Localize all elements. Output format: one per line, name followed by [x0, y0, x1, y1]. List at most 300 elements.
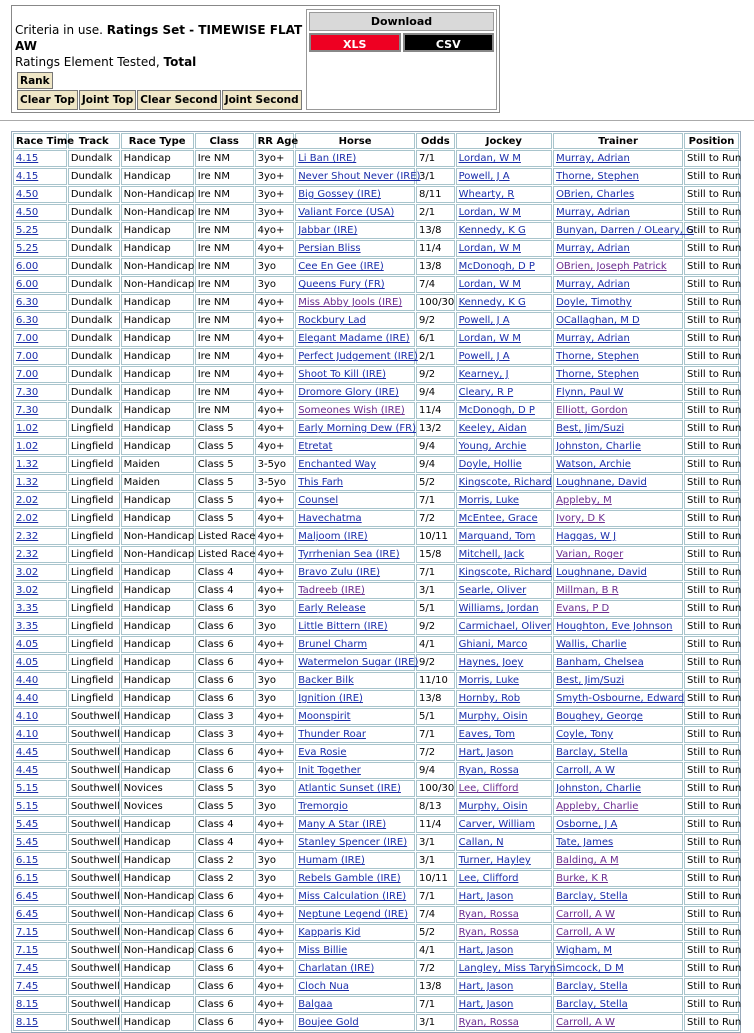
table-row — [13, 186, 739, 203]
horse-cell — [295, 582, 415, 599]
trainer-link[interactable]: Loughnane, David — [556, 477, 647, 488]
trainer-link[interactable]: Barclay, Stella — [556, 747, 628, 758]
jockey-link[interactable]: Powell, J A — [458, 315, 510, 326]
horse-link[interactable]: This Farh — [298, 477, 344, 488]
horse-link[interactable]: Enchanted Way — [298, 459, 377, 470]
ratings-set-value: Ratings Set - TIMEWISE FLAT AW — [15, 23, 303, 53]
position-cell: Still to Run — [684, 366, 739, 383]
jockey-link[interactable]: Kennedy, K G — [458, 225, 526, 236]
jockey-link[interactable]: Doyle, Hollie — [458, 459, 522, 470]
trainer-cell — [553, 402, 683, 419]
rr-age-cell: 3yo — [255, 672, 295, 689]
jockey-link[interactable]: Lordan, W M — [458, 243, 521, 254]
horse-cell — [295, 276, 415, 293]
position-cell: Still to Run — [684, 960, 739, 977]
jockey-link[interactable]: McDonogh, D P — [458, 261, 535, 272]
race-time-link[interactable]: 6.15 — [16, 873, 39, 884]
race-time-link[interactable]: 4.10 — [16, 711, 39, 722]
jockey-link[interactable]: Hart, Jason — [458, 945, 514, 956]
race-time-link[interactable]: 4.40 — [16, 675, 39, 686]
table-row — [13, 492, 739, 509]
trainer-link[interactable]: Barclay, Stella — [556, 981, 628, 992]
race-time-link[interactable]: 1.02 — [16, 423, 39, 434]
horse-link[interactable]: Miss Calculation (IRE) — [298, 891, 407, 902]
trainer-link[interactable]: Millman, B R — [556, 585, 619, 596]
horse-link[interactable]: Ignition (IRE) — [298, 693, 363, 704]
trainer-link[interactable]: Wigham, M — [556, 945, 613, 956]
horse-link[interactable]: Rockbury Lad — [298, 315, 367, 326]
horse-link[interactable]: Kapparis Kid — [298, 927, 361, 938]
jockey-link[interactable]: Marquand, Tom — [458, 531, 536, 542]
race-type-cell: Handicap — [121, 996, 194, 1013]
trainer-link[interactable]: OBrien, Charles — [556, 189, 635, 200]
class-cell: Listed Race — [195, 528, 254, 545]
race-type-cell: Handicap — [121, 366, 194, 383]
horse-link[interactable]: Tadreeb (IRE) — [298, 585, 365, 596]
horse-link[interactable]: Perfect Judgement (IRE) — [298, 351, 418, 362]
horse-link[interactable]: Miss Billie — [298, 945, 348, 956]
race-time-link[interactable]: 4.50 — [16, 189, 39, 200]
race-time-link[interactable]: 2.02 — [16, 513, 39, 524]
jockey-cell — [456, 150, 552, 167]
jockey-cell — [456, 384, 552, 401]
race-time-link[interactable]: 6.30 — [16, 297, 39, 308]
race-time-cell — [13, 996, 67, 1013]
race-time-cell — [13, 708, 67, 725]
race-time-link[interactable]: 6.15 — [16, 855, 39, 866]
horse-link[interactable]: Early Morning Dew (FR) — [298, 423, 416, 434]
trainer-link[interactable]: Banham, Chelsea — [556, 657, 644, 668]
table-row — [13, 240, 739, 257]
trainer-link[interactable]: Murray, Adrian — [556, 279, 630, 290]
horse-link[interactable]: Eva Rosie — [298, 747, 347, 758]
race-time-link[interactable]: 7.15 — [16, 945, 39, 956]
jockey-link[interactable]: Keeley, Aidan — [458, 423, 527, 434]
jockey-link[interactable]: Powell, J A — [458, 171, 510, 182]
jockey-link[interactable]: Hart, Jason — [458, 891, 514, 902]
horse-link[interactable]: Init Together — [298, 765, 361, 776]
horse-cell — [295, 636, 415, 653]
race-time-link[interactable]: 5.45 — [16, 837, 39, 848]
horse-cell — [295, 960, 415, 977]
jockey-link[interactable]: Langley, Miss Taryn — [458, 963, 557, 974]
jockey-link[interactable]: Searle, Oliver — [458, 585, 527, 596]
horse-link[interactable]: Little Bittern (IRE) — [298, 621, 388, 632]
jockey-link[interactable]: Young, Archie — [458, 441, 527, 452]
jockey-link[interactable]: Morris, Luke — [458, 495, 520, 506]
track-cell: Dundalk — [68, 276, 120, 293]
jockey-link[interactable]: Ryan, Rossa — [458, 765, 519, 776]
horse-link[interactable]: Big Gossey (IRE) — [298, 189, 381, 200]
trainer-link[interactable]: Murray, Adrian — [556, 333, 630, 344]
horse-link[interactable]: Thunder Roar — [298, 729, 366, 740]
jockey-cell — [456, 888, 552, 905]
horse-link[interactable]: Maljoom (IRE) — [298, 531, 368, 542]
jockey-cell — [456, 402, 552, 419]
jockey-link[interactable]: Lordan, W M — [458, 153, 521, 164]
trainer-link[interactable]: Johnston, Charlie — [556, 441, 642, 452]
race-time-link[interactable]: 6.00 — [16, 261, 39, 272]
horse-link[interactable]: Someones Wish (IRE) — [298, 405, 405, 416]
trainer-link[interactable]: Evans, P D — [556, 603, 610, 614]
trainer-link[interactable]: Haggas, W J — [556, 531, 617, 542]
horse-cell — [295, 312, 415, 329]
rank-button[interactable]: Rank — [17, 72, 53, 89]
trainer-link[interactable]: Thorne, Stephen — [556, 369, 640, 380]
race-time-link[interactable]: 4.45 — [16, 765, 39, 776]
jockey-cell — [456, 420, 552, 437]
trainer-link[interactable]: Carroll, A W — [556, 1017, 615, 1028]
position-cell: Still to Run — [684, 510, 739, 527]
jockey-link[interactable]: Hart, Jason — [458, 981, 514, 992]
rr-age-cell: 4yo+ — [255, 330, 295, 347]
jockey-link[interactable]: Lordan, W M — [458, 333, 521, 344]
horse-link[interactable]: Etretat — [298, 441, 333, 452]
jockey-link[interactable]: McEntee, Grace — [458, 513, 538, 524]
horse-cell — [295, 510, 415, 527]
odds-cell: 11/10 — [416, 672, 455, 689]
table-row — [13, 870, 739, 887]
race-time-cell — [13, 762, 67, 779]
trainer-link[interactable]: Murray, Adrian — [556, 207, 630, 218]
horse-link[interactable]: Atlantic Sunset (IRE) — [298, 783, 401, 794]
race-time-link[interactable]: 4.10 — [16, 729, 39, 740]
track-cell: Southwell — [68, 1014, 120, 1031]
race-time-link[interactable]: 3.35 — [16, 621, 39, 632]
race-time-link[interactable]: 3.35 — [16, 603, 39, 614]
race-time-link[interactable]: 2.32 — [16, 531, 39, 542]
horse-cell — [295, 402, 415, 419]
odds-cell: 3/1 — [416, 582, 455, 599]
rr-age-cell: 3yo — [255, 870, 295, 887]
jockey-link[interactable]: Hart, Jason — [458, 999, 514, 1010]
trainer-link[interactable]: Doyle, Timothy — [556, 297, 632, 308]
race-time-link[interactable]: 7.00 — [16, 351, 39, 362]
ranking-buttons — [17, 90, 302, 110]
rr-age-cell: 3-5yo — [255, 456, 295, 473]
horse-link[interactable]: Balgaa — [298, 999, 333, 1010]
jockey-cell — [456, 438, 552, 455]
horse-cell — [295, 906, 415, 923]
rr-age-cell: 4yo+ — [255, 942, 295, 959]
horse-link[interactable]: Havechatma — [298, 513, 362, 524]
trainer-link[interactable]: Elliott, Gordon — [556, 405, 628, 416]
jockey-cell — [456, 348, 552, 365]
trainer-link[interactable]: Thorne, Stephen — [556, 171, 640, 182]
odds-cell: 13/2 — [416, 420, 455, 437]
trainer-link[interactable]: Smyth-Osbourne, Edward — [556, 693, 685, 704]
trainer-cell — [553, 510, 683, 527]
jockey-link[interactable]: Haynes, Joey — [458, 657, 524, 668]
trainer-link[interactable]: Carroll, A W — [556, 765, 615, 776]
trainer-link[interactable]: Appleby, Charlie — [556, 801, 639, 812]
horse-cell — [295, 474, 415, 491]
race-time-cell — [13, 690, 67, 707]
race-time-link[interactable]: 8.15 — [16, 1017, 39, 1028]
jockey-link[interactable]: Kennedy, K G — [458, 297, 526, 308]
rr-age-cell: 4yo+ — [255, 834, 295, 851]
trainer-link[interactable]: Thorne, Stephen — [556, 351, 640, 362]
race-time-link[interactable]: 7.30 — [16, 405, 39, 416]
position-cell: Still to Run — [684, 348, 739, 365]
trainer-link[interactable]: Flynn, Paul W — [556, 387, 624, 398]
race-time-link[interactable]: 7.15 — [16, 927, 39, 938]
race-time-link[interactable]: 4.15 — [16, 171, 39, 182]
trainer-link[interactable]: Bunyan, Darren / OLeary, G — [556, 225, 694, 236]
odds-cell: 7/1 — [416, 888, 455, 905]
jockey-link[interactable]: Ryan, Rossa — [458, 927, 519, 938]
race-type-cell: Handicap — [121, 312, 194, 329]
trainer-link[interactable]: OCallaghan, M D — [556, 315, 640, 326]
trainer-link[interactable]: Murray, Adrian — [556, 153, 630, 164]
clear-top-button[interactable]: Clear Top — [17, 90, 78, 110]
race-time-link[interactable]: 7.45 — [16, 981, 39, 992]
table-row — [13, 528, 739, 545]
track-cell: Lingfield — [68, 420, 120, 437]
clear-second-button[interactable]: Clear Second — [137, 90, 220, 110]
jockey-cell — [456, 906, 552, 923]
rr-age-cell: 4yo+ — [255, 528, 295, 545]
horse-link[interactable]: Stanley Spencer (IRE) — [298, 837, 408, 848]
race-time-cell — [13, 366, 67, 383]
jockey-link[interactable]: McDonogh, D P — [458, 405, 535, 416]
race-time-link[interactable]: 7.00 — [16, 369, 39, 380]
horse-link[interactable]: Tyrrhenian Sea (IRE) — [298, 549, 400, 560]
jockey-link[interactable]: Ryan, Rossa — [458, 909, 519, 920]
trainer-link[interactable]: Ivory, D K — [556, 513, 605, 524]
trainer-link[interactable]: Loughnane, David — [556, 567, 647, 578]
trainer-link[interactable]: Simcock, D M — [556, 963, 624, 974]
csv-download-button[interactable]: CSV — [403, 33, 495, 52]
trainer-link[interactable]: Johnston, Charlie — [556, 783, 642, 794]
rr-age-cell: 4yo+ — [255, 816, 295, 833]
race-time-link[interactable]: 1.02 — [16, 441, 39, 452]
race-type-cell: Handicap — [121, 960, 194, 977]
horse-link[interactable]: Moonspirit — [298, 711, 351, 722]
trainer-link[interactable]: Tate, James — [556, 837, 614, 848]
horse-link[interactable]: Shoot To Kill (IRE) — [298, 369, 387, 380]
horse-link[interactable]: Boujee Gold — [298, 1017, 359, 1028]
jockey-link[interactable]: Morris, Luke — [458, 675, 520, 686]
race-time-link[interactable]: 8.15 — [16, 999, 39, 1010]
trainer-link[interactable]: Best, Jim/Suzi — [556, 675, 625, 686]
horse-link[interactable]: Watermelon Sugar (IRE) — [298, 657, 419, 668]
horse-link[interactable]: Tremorgio — [298, 801, 348, 812]
race-time-cell — [13, 870, 67, 887]
jockey-link[interactable]: Lordan, W M — [458, 207, 521, 218]
rr-age-cell: 4yo+ — [255, 402, 295, 419]
race-time-link[interactable]: 2.32 — [16, 549, 39, 560]
horse-link[interactable]: Miss Abby Jools (IRE) — [298, 297, 403, 308]
trainer-cell — [553, 384, 683, 401]
jockey-link[interactable]: Lee, Clifford — [458, 873, 519, 884]
race-time-link[interactable]: 5.25 — [16, 225, 39, 236]
horse-link[interactable]: Cee En Gee (IRE) — [298, 261, 384, 272]
trainer-cell — [553, 708, 683, 725]
race-type-cell: Non-Handicap — [121, 258, 194, 275]
jockey-link[interactable]: Carver, William — [458, 819, 536, 830]
race-time-link[interactable]: 5.25 — [16, 243, 39, 254]
position-cell: Still to Run — [684, 870, 739, 887]
joint-second-button[interactable]: Joint Second — [222, 90, 302, 110]
horse-link[interactable]: Backer Bilk — [298, 675, 354, 686]
jockey-link[interactable]: Ghiani, Marco — [458, 639, 528, 650]
horse-link[interactable]: Charlatan (IRE) — [298, 963, 375, 974]
rr-age-cell: 4yo+ — [255, 294, 295, 311]
race-time-link[interactable]: 1.32 — [16, 477, 39, 488]
race-time-cell — [13, 564, 67, 581]
horse-link[interactable]: Queens Fury (FR) — [298, 279, 385, 290]
class-cell: Class 6 — [195, 690, 254, 707]
horse-link[interactable]: Cloch Nua — [298, 981, 350, 992]
trainer-link[interactable]: OBrien, Joseph Patrick — [556, 261, 667, 272]
horse-cell — [295, 348, 418, 365]
trainer-link[interactable]: Wallis, Charlie — [556, 639, 627, 650]
jockey-link[interactable]: Powell, J A — [458, 351, 510, 362]
track-cell: Southwell — [68, 870, 120, 887]
race-time-link[interactable]: 4.50 — [16, 207, 39, 218]
horse-link[interactable]: Early Release — [298, 603, 366, 614]
race-time-link[interactable]: 5.45 — [16, 819, 39, 830]
jockey-link[interactable]: Hornby, Rob — [458, 693, 521, 704]
trainer-link[interactable]: Best, Jim/Suzi — [556, 423, 625, 434]
horse-link[interactable]: Li Ban (IRE) — [298, 153, 357, 164]
race-time-link[interactable]: 7.45 — [16, 963, 39, 974]
horse-link[interactable]: Jabbar (IRE) — [298, 225, 358, 236]
horse-link[interactable]: Never Shout Never (IRE) — [298, 171, 421, 182]
track-cell: Dundalk — [68, 384, 120, 401]
table-row — [13, 690, 739, 707]
trainer-cell — [553, 672, 683, 689]
horse-link[interactable]: Rebels Gamble (IRE) — [298, 873, 401, 884]
jockey-link[interactable]: Lordan, W M — [458, 279, 521, 290]
jockey-link[interactable]: Cleary, R P — [458, 387, 514, 398]
jockey-link[interactable]: Lee, Clifford — [458, 783, 519, 794]
table-row — [13, 168, 739, 185]
xls-download-button[interactable]: XLS — [309, 33, 401, 52]
race-time-link[interactable]: 3.02 — [16, 567, 39, 578]
race-time-link[interactable]: 7.30 — [16, 387, 39, 398]
class-cell: Class 6 — [195, 924, 254, 941]
header-race-type: Race Type — [121, 133, 194, 149]
horse-link[interactable]: Brunel Charm — [298, 639, 368, 650]
jockey-link[interactable]: Turner, Hayley — [458, 855, 531, 866]
odds-cell: 3/1 — [416, 834, 455, 851]
race-type-cell: Non-Handicap — [121, 546, 194, 563]
trainer-link[interactable]: Burke, K R — [556, 873, 609, 884]
trainer-link[interactable]: Varian, Roger — [556, 549, 624, 560]
race-time-link[interactable]: 5.15 — [16, 801, 39, 812]
race-time-link[interactable]: 1.32 — [16, 459, 39, 470]
trainer-link[interactable]: Barclay, Stella — [556, 999, 628, 1010]
odds-cell: 9/2 — [416, 366, 455, 383]
race-time-link[interactable]: 4.15 — [16, 153, 39, 164]
race-time-link[interactable]: 4.05 — [16, 639, 39, 650]
race-time-cell — [13, 492, 67, 509]
trainer-link[interactable]: Houghton, Eve Johnson — [556, 621, 673, 632]
race-time-link[interactable]: 4.45 — [16, 747, 39, 758]
race-time-link[interactable]: 6.00 — [16, 279, 39, 290]
jockey-link[interactable]: Kingscote, Richard — [458, 567, 552, 578]
race-time-link[interactable]: 4.05 — [16, 657, 39, 668]
race-time-cell — [13, 744, 67, 761]
position-cell: Still to Run — [684, 942, 739, 959]
odds-cell: 13/8 — [416, 690, 455, 707]
jockey-link[interactable]: Williams, Jordan — [458, 603, 539, 614]
trainer-link[interactable]: Watson, Archie — [556, 459, 631, 470]
jockey-link[interactable]: Mitchell, Jack — [458, 549, 525, 560]
horse-link[interactable]: Persian Bliss — [298, 243, 361, 254]
odds-cell: 9/4 — [416, 384, 455, 401]
jockey-link[interactable]: Whearty, R — [458, 189, 515, 200]
race-type-cell: Non-Handicap — [121, 528, 194, 545]
jockey-link[interactable]: Murphy, Oisin — [458, 711, 528, 722]
class-cell: Class 6 — [195, 636, 254, 653]
horse-link[interactable]: Dromore Glory (IRE) — [298, 387, 399, 398]
horse-link[interactable]: Bravo Zulu (IRE) — [298, 567, 381, 578]
odds-cell: 7/1 — [416, 996, 455, 1013]
race-time-link[interactable]: 6.45 — [16, 891, 39, 902]
trainer-link[interactable]: Appleby, M — [556, 495, 612, 506]
horse-link[interactable]: Neptune Legend (IRE) — [298, 909, 409, 920]
trainer-link[interactable]: Boughey, George — [556, 711, 643, 722]
track-cell: Lingfield — [68, 636, 120, 653]
trainer-link[interactable]: Carroll, A W — [556, 909, 615, 920]
class-cell: Ire NM — [195, 150, 254, 167]
table-row — [13, 672, 739, 689]
jockey-link[interactable]: Ryan, Rossa — [458, 1017, 519, 1028]
trainer-link[interactable]: Carroll, A W — [556, 927, 615, 938]
trainer-link[interactable]: Balding, A M — [556, 855, 619, 866]
horse-link[interactable]: Many A Star (IRE) — [298, 819, 387, 830]
table-row — [13, 708, 739, 725]
jockey-link[interactable]: Kearney, J — [458, 369, 509, 380]
trainer-link[interactable]: Coyle, Tony — [556, 729, 614, 740]
position-cell: Still to Run — [684, 600, 739, 617]
jockey-link[interactable]: Kingscote, Richard — [458, 477, 552, 488]
race-time-cell — [13, 582, 67, 599]
odds-cell: 9/2 — [416, 654, 455, 671]
race-time-link[interactable]: 3.02 — [16, 585, 39, 596]
table-row — [13, 852, 739, 869]
race-time-link[interactable]: 5.15 — [16, 783, 39, 794]
horse-link[interactable]: Humam (IRE) — [298, 855, 365, 866]
trainer-link[interactable]: Osborne, J A — [556, 819, 618, 830]
race-type-cell: Non-Handicap — [121, 204, 194, 221]
race-type-cell: Handicap — [121, 762, 194, 779]
odds-cell: 7/1 — [416, 726, 455, 743]
jockey-link[interactable]: Murphy, Oisin — [458, 801, 528, 812]
jockey-link[interactable]: Carmichael, Oliver — [458, 621, 552, 632]
horse-link[interactable]: Counsel — [298, 495, 339, 506]
race-time-link[interactable]: 6.45 — [16, 909, 39, 920]
race-time-link[interactable]: 2.02 — [16, 495, 39, 506]
jockey-link[interactable]: Eaves, Tom — [458, 729, 515, 740]
race-time-link[interactable]: 6.30 — [16, 315, 39, 326]
race-time-link[interactable]: 7.00 — [16, 333, 39, 344]
jockey-link[interactable]: Callan, N — [458, 837, 504, 848]
table-row — [13, 348, 739, 365]
joint-top-button[interactable]: Joint Top — [79, 90, 136, 110]
jockey-link[interactable]: Hart, Jason — [458, 747, 514, 758]
trainer-cell — [553, 690, 683, 707]
horse-link[interactable]: Elegant Madame (IRE) — [298, 333, 410, 344]
race-time-link[interactable]: 4.40 — [16, 693, 39, 704]
horse-link[interactable]: Valiant Force (USA) — [298, 207, 395, 218]
trainer-link[interactable]: Barclay, Stella — [556, 891, 628, 902]
race-time-cell — [13, 150, 67, 167]
trainer-link[interactable]: Murray, Adrian — [556, 243, 630, 254]
